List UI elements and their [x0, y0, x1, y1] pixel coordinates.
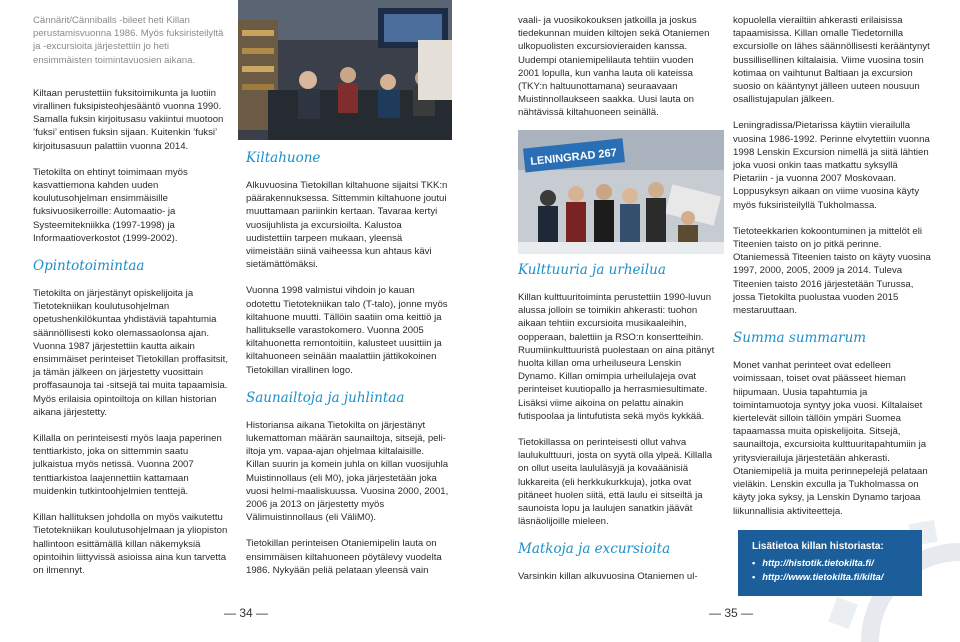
paragraph: Leningradissa/Pietarissa käytiin vierailulla vuosina 1986-1992. Perinne elvytettiin vuonna 1998 Lenskin Excursion nimellä ja siitä lähtien joka vuosi onkin taas matkattu syksyllä Pietariin - ja vuonna 2007 Moskovaan. Loppusyksyn aikaan on viime vuosina käyty myös fuksiristeilyllä Tukholmassa.: [733, 120, 930, 211]
info-box-title: Lisätietoa killan historiasta:: [752, 541, 884, 552]
paragraph: Historiansa aikana Tietokilta on järjestänyt lukemattoman määrän saunailtoja, sitsejä, peli-iltoja ym. vapaa-ajan ohjelmaa kiltalaisille. Killan suurin ja komein juhla on killan vuosijuhla Muistinnollaus (eli M0), joka järjestetään joka vuosi helmi-maaliskuussa. Vuosina 2000, 2001, 2006 ja 2013 on järjestetty myös Välimuistinnollaus (eli VäliM0).: [246, 419, 449, 524]
paragraph: Killalla on perinteisesti myös laaja paperinen tenttiarkisto, joka on sittemmin saatu julkaistua myös netissä. Vuonna 2007 tenttiarkistoa laajennettiin kattamaan muidenkin tutkintoohjelmien tenttejä.: [33, 433, 222, 497]
leningrad-sign-text: LENINGRAD 267: [529, 146, 618, 168]
leningrad-excursion-photo: [518, 130, 724, 254]
right-column-1-lower: [518, 262, 716, 597]
paragraph: Cännärit/Cänniballs -bileet heti Killan perustamisvuonna 1986. Myös fuksiristeilyltä ja -excursioita järjestettiin jo heti ensimmäisten toimintavuosien aikana.: [33, 15, 224, 66]
section-heading-saunailtoja: Saunailtoja ja juhlintaa: [246, 389, 405, 406]
paragraph: Tietokillassa on perinteisesti ollut vahva laulukulttuuri, josta on syytä olla ylpeä. Killalla on ollut useita laululäsyjä ja kovaäänisiä lukkareita (eli herkkukurkkuja), jotka ovat pitäneet huolen siitä, että laulu ei sitseiltä ja saunoista lopu ja laulujen sanatkin jäävät läsnäolijoille mieleen.: [518, 437, 713, 528]
section-heading-kiltahuone: Kiltahuone: [246, 150, 321, 166]
paragraph: Killan hallituksen johdolla on myös vaikutettu Tietotekniikan koulutusohjelmaan ja yliopiston hallintoon esittämällä killan näkemyksiä opintoihin liittyvissä asioissa aina kun tarvetta on ilmennyt.: [33, 512, 228, 576]
paragraph: Tietokillan perinteisen Otaniemipelin lauta on ensimmäisen kiltahuoneen pöytälevy vuodelta 1986. Nykyään peliä pelataan yleensä vain: [246, 538, 442, 576]
paragraph: Vuonna 1998 valmistui vihdoin jo kauan odotettu Tietotekniikan talo (T-talo), jonne myös kiltahuone muutti. Tällöin saatiin oma keittiö ja hallitukselle varastokomero. Vuonna 2005 kiltahuonetta remontoitiin, kalusteet uusittiin ja kiltahuoneen seinään maalattiin jättikokoinen Tietokillan virallinen logo.: [246, 285, 448, 376]
page-number-left: — 34 —: [224, 606, 269, 620]
link-histotik[interactable]: • http://histotik.tietokilta.fi/: [752, 556, 883, 570]
paragraph: kopuolella vierailtiin ahkerasti erilaisissa tapaamisissa. Killan omalle Tiedetornilla excursiolle on lähes säännöllisesti kerääntynyt bussillisellinen kiltalaisia. Viime vuosina tosin kotimaa on vaihtunut Baltiaan ja excursion suosio on kääntynyt jälleen uuteen nousuun osallistujapulan jälkeen.: [733, 15, 930, 106]
paragraph: Varsinkin killan alkuvuosina Otaniemen ul-: [518, 571, 698, 583]
paragraph: Killan kulttuuritoiminta perustettiin 1990-luvun alussa jolloin se toimikin ahkerasti: tuohon aikaan tehtiin excursioita musikaaleihin, oopperaan, balettiin ja RSO:n konsertteihin. Ruumiinkulttuuristä puolestaan on aina pitänyt huolta killan oma urheiluseura Lenskin Dynamo. Killan omimpia urheilulajeja ovat perinteiset kuutiopallo ja herrasmiesultimate. Lisäksi viime aikoina on pelattu ainakin futispoolaa ja lintufutista sekä myös kykkää.: [518, 292, 715, 422]
paragraph: Tietokilta on ehtinyt toimimaan myös kasvattiemona kahden uuden koulutusohjelman ensimmäisille fuksivuosikerroille: Automaatio- ja Systeemitekniikka (1997-1998) ja Informaatioverkostot (1999-2002).: [33, 166, 188, 244]
right-column-1: [518, 14, 716, 133]
paragraph: Alkuvuosina Tietokillan kiltahuone sijaitsi TKK:n päärakennuksessa. Sittemmin kiltahuone joutui muuttamaan pariinkin kertaan. Tavaraa kertyi vuosijuhlista ja excursioilta. Kalustoa uudistettiin tarpeen mukaan, yleensä viimeistään siinä vaiheessa kun ahtaus kävi sietämättömäksi.: [246, 180, 448, 271]
info-box: [738, 530, 922, 596]
paragraph: vaali- ja vuosikokouksen jatkoilla ja joskus tiedekunnan muiden kiltojen sekä Otaniemen ulkopuolisten excursiovieraiden kanssa. Uudempi otaniemipelilauta tehtiin vuoden 2001 lopulla, kun vanha lauta oli kateissa (TKY:n haltuunottamana) seuraavaan Muistinnollaukseen saakka. Uusi lauta on nähtävissä kiltahuoneen seinällä.: [518, 15, 710, 119]
left-column-2: [246, 150, 450, 590]
section-heading-summa-summarum: Summa summarum: [733, 330, 867, 347]
right-column-2: [733, 14, 933, 531]
paragraph: Tietoteekkarien kokoontuminen ja mittelöt eli Titeenien taisto on jo pitkä perinne. Otaniemessä Titeenien taisto on käyty vuosina 1997, 2000, 2005, 2009 ja 2014. Tuleva Titeenien taisto 2016 järjestetään Turussa, jossa Tietokilta puolustaa vuoden 2015 mestaruuttaan.: [733, 225, 931, 317]
section-heading-matkoja: Matkoja ja excursioita: [518, 541, 671, 558]
guild-room-photo: [238, 0, 452, 140]
info-link-list: [752, 556, 883, 584]
link-tietokilta[interactable]: • http://www.tietokilta.fi/kilta/: [752, 570, 883, 584]
paragraph: Tietokilta on järjestänyt opiskelijoita ja Tietotekniikan koulutusohjelman opetushenkilökuntaa yhdistäviä tapahtumia säännöllisesti koko olemassaolonsa ajan. Vuonna 1987 järjestettiin kautta aikain ensimmäiset perinteiset Tietokillan proffasitsit, ja tämän jälkeen on järjestetty vuosittain proffasaunoja tai -sitsejä tai muita tapaamisia. Myös erilaisia opintoiltoja on killan historian aikana järjestetty.: [33, 288, 228, 418]
section-heading-opintotoimintaa: Opintotoimintaa: [33, 258, 145, 275]
left-column-1: [33, 14, 229, 590]
paragraph: Kiltaan perustettiin fuksitoimikunta ja luotiin virallinen fuksipisteohjesääntö vuonna 1990. Samalla fuksin kirjoitusasu vakiintui muotoon ’fuksi’ entisen fuksin sijaan. Kuitenkin ’fuksi’ kirjoitusasuun palattiin vuonna 2014.: [33, 87, 224, 152]
paragraph: Monet vanhat perinteet ovat edelleen voimissaan, toiset ovat päässeet hieman hiipumaan. Uusia tapahtumia ja toimintamuotoja syntyy joka vuosi. Kiltalaiset kiertelevät silloin tällöin ympäri Suomea tapaamassa muita opiskelijoita. Sitsejä, saunailtoja, excursioita kulttuuritapahtumiin ja yritysvierailuja järjestetään ahkerasti. Otaniemipeliä ja muita perinnepelejä pelataan vieläkin. Lenskin exculla ja Tukholmassa on käyty joka syksy, ja Lenskin Dynamo tarjoaa liikunnallisia aktiviteetteja.: [733, 360, 928, 517]
section-heading-kulttuuria: Kulttuuria ja urheilua: [518, 262, 666, 278]
page-number-right: — 35 —: [709, 606, 754, 620]
